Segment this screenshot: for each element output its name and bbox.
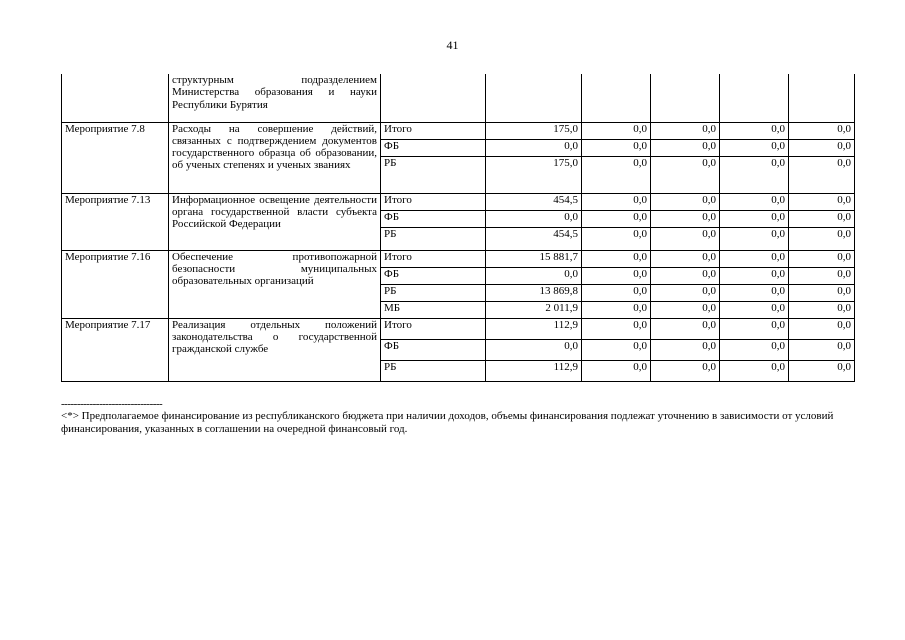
funding-value: 0,0 xyxy=(582,139,651,156)
measure-description: Расходы на совершение действий, связанных с подтверждением документов государственного образца об образовании, об ученых степенях и ученых званиях xyxy=(169,122,381,193)
funding-value: 0,0 xyxy=(720,318,789,339)
funding-value: 0,0 xyxy=(789,227,855,250)
funding-value: 112,9 xyxy=(486,360,582,381)
table-row xyxy=(62,122,855,139)
funding-value: 0,0 xyxy=(789,360,855,381)
funding-value: 0,0 xyxy=(789,267,855,284)
funding-value: 2 011,9 xyxy=(486,301,582,318)
funding-value: 0,0 xyxy=(789,139,855,156)
measure-name: Мероприятие 7.13 xyxy=(62,193,169,250)
funding-value: 13 869,8 xyxy=(486,284,582,301)
funding-value: 0,0 xyxy=(789,250,855,267)
funding-value: 0,0 xyxy=(720,122,789,139)
continuation-row xyxy=(62,74,855,122)
funding-value: 0,0 xyxy=(582,156,651,193)
funding-value: 0,0 xyxy=(582,318,651,339)
funding-value: 0,0 xyxy=(651,250,720,267)
funding-value: 0,0 xyxy=(486,210,582,227)
funding-value: 0,0 xyxy=(720,227,789,250)
funding-value: 0,0 xyxy=(651,301,720,318)
funding-value: 0,0 xyxy=(651,156,720,193)
funding-value: 0,0 xyxy=(651,267,720,284)
funding-source: РБ xyxy=(381,284,486,301)
funding-value: 0,0 xyxy=(486,339,582,360)
funding-value: 0,0 xyxy=(651,227,720,250)
funding-value: 0,0 xyxy=(582,301,651,318)
funding-value: 0,0 xyxy=(486,267,582,284)
funding-value: 112,9 xyxy=(486,318,582,339)
funding-value: 0,0 xyxy=(789,284,855,301)
funding-source: Итого xyxy=(381,318,486,339)
funding-value: 0,0 xyxy=(789,339,855,360)
funding-value: 0,0 xyxy=(651,139,720,156)
funding-value: 0,0 xyxy=(582,339,651,360)
funding-value: 454,5 xyxy=(486,193,582,210)
funding-value: 0,0 xyxy=(651,318,720,339)
funding-source: Итого xyxy=(381,122,486,139)
funding-source: ФБ xyxy=(381,139,486,156)
funding-value: 0,0 xyxy=(720,250,789,267)
funding-value: 0,0 xyxy=(582,267,651,284)
funding-value: 0,0 xyxy=(582,360,651,381)
funding-value: 0,0 xyxy=(720,139,789,156)
funding-value: 0,0 xyxy=(720,339,789,360)
funding-value: 0,0 xyxy=(720,210,789,227)
table-row xyxy=(62,193,855,210)
measure-name: Мероприятие 7.8 xyxy=(62,122,169,193)
funding-source: РБ xyxy=(381,227,486,250)
funding-value: 0,0 xyxy=(720,156,789,193)
funding-value: 454,5 xyxy=(486,227,582,250)
funding-value: 0,0 xyxy=(582,250,651,267)
funding-value: 0,0 xyxy=(720,301,789,318)
funding-value: 0,0 xyxy=(789,193,855,210)
funding-source: ФБ xyxy=(381,339,486,360)
measure-name-cell xyxy=(62,74,169,122)
funding-source: РБ xyxy=(381,156,486,193)
continuation-description: структурным подразделением Министерства образования и науки Республики Бурятия xyxy=(169,74,381,122)
empty-cell xyxy=(486,74,582,122)
funding-value: 0,0 xyxy=(789,210,855,227)
funding-value: 175,0 xyxy=(486,156,582,193)
empty-cell xyxy=(720,74,789,122)
funding-source: Итого xyxy=(381,250,486,267)
table-row xyxy=(62,318,855,339)
empty-cell xyxy=(651,74,720,122)
footnote-separator: -------------------------------- xyxy=(61,398,163,410)
funding-value: 175,0 xyxy=(486,122,582,139)
funding-value: 0,0 xyxy=(651,284,720,301)
funding-value: 0,0 xyxy=(789,301,855,318)
measure-name: Мероприятие 7.16 xyxy=(62,250,169,318)
funding-value: 0,0 xyxy=(651,339,720,360)
funding-source: ФБ xyxy=(381,267,486,284)
measure-description: Реализация отдельных положений законодательства о государственной гражданской службе xyxy=(169,318,381,381)
funding-source: МБ xyxy=(381,301,486,318)
funding-value: 0,0 xyxy=(582,210,651,227)
funding-value: 0,0 xyxy=(582,122,651,139)
empty-cell xyxy=(582,74,651,122)
footnote: <*> Предполагаемое финансирование из республиканского бюджета при наличии доходов, объемы финансирования подлежат уточнению в зависимости от условий финансирования, указанных в соглашении на очередной финансовый год. xyxy=(61,410,834,435)
empty-cell xyxy=(789,74,855,122)
funding-value: 0,0 xyxy=(720,193,789,210)
funding-value: 0,0 xyxy=(720,267,789,284)
funding-value: 0,0 xyxy=(651,210,720,227)
funding-value: 0,0 xyxy=(720,284,789,301)
funding-value: 0,0 xyxy=(789,318,855,339)
funding-table xyxy=(61,74,855,382)
funding-value: 0,0 xyxy=(651,122,720,139)
funding-value: 0,0 xyxy=(720,360,789,381)
funding-value: 0,0 xyxy=(582,227,651,250)
funding-value: 0,0 xyxy=(486,139,582,156)
funding-value: 0,0 xyxy=(651,193,720,210)
table-row xyxy=(62,250,855,267)
measure-description: Обеспечение противопожарной безопасности муниципальных образовательных организаций xyxy=(169,250,381,318)
empty-cell xyxy=(381,74,486,122)
funding-value: 15 881,7 xyxy=(486,250,582,267)
measure-name: Мероприятие 7.17 xyxy=(62,318,169,381)
funding-source: ФБ xyxy=(381,210,486,227)
funding-value: 0,0 xyxy=(789,156,855,193)
funding-source: Итого xyxy=(381,193,486,210)
funding-source: РБ xyxy=(381,360,486,381)
page-number: 41 xyxy=(446,38,459,52)
funding-value: 0,0 xyxy=(651,360,720,381)
measure-description: Информационное освещение деятельности органа государственной власти субъекта Российской Федерации xyxy=(169,193,381,250)
funding-value: 0,0 xyxy=(789,122,855,139)
funding-value: 0,0 xyxy=(582,284,651,301)
funding-value: 0,0 xyxy=(582,193,651,210)
